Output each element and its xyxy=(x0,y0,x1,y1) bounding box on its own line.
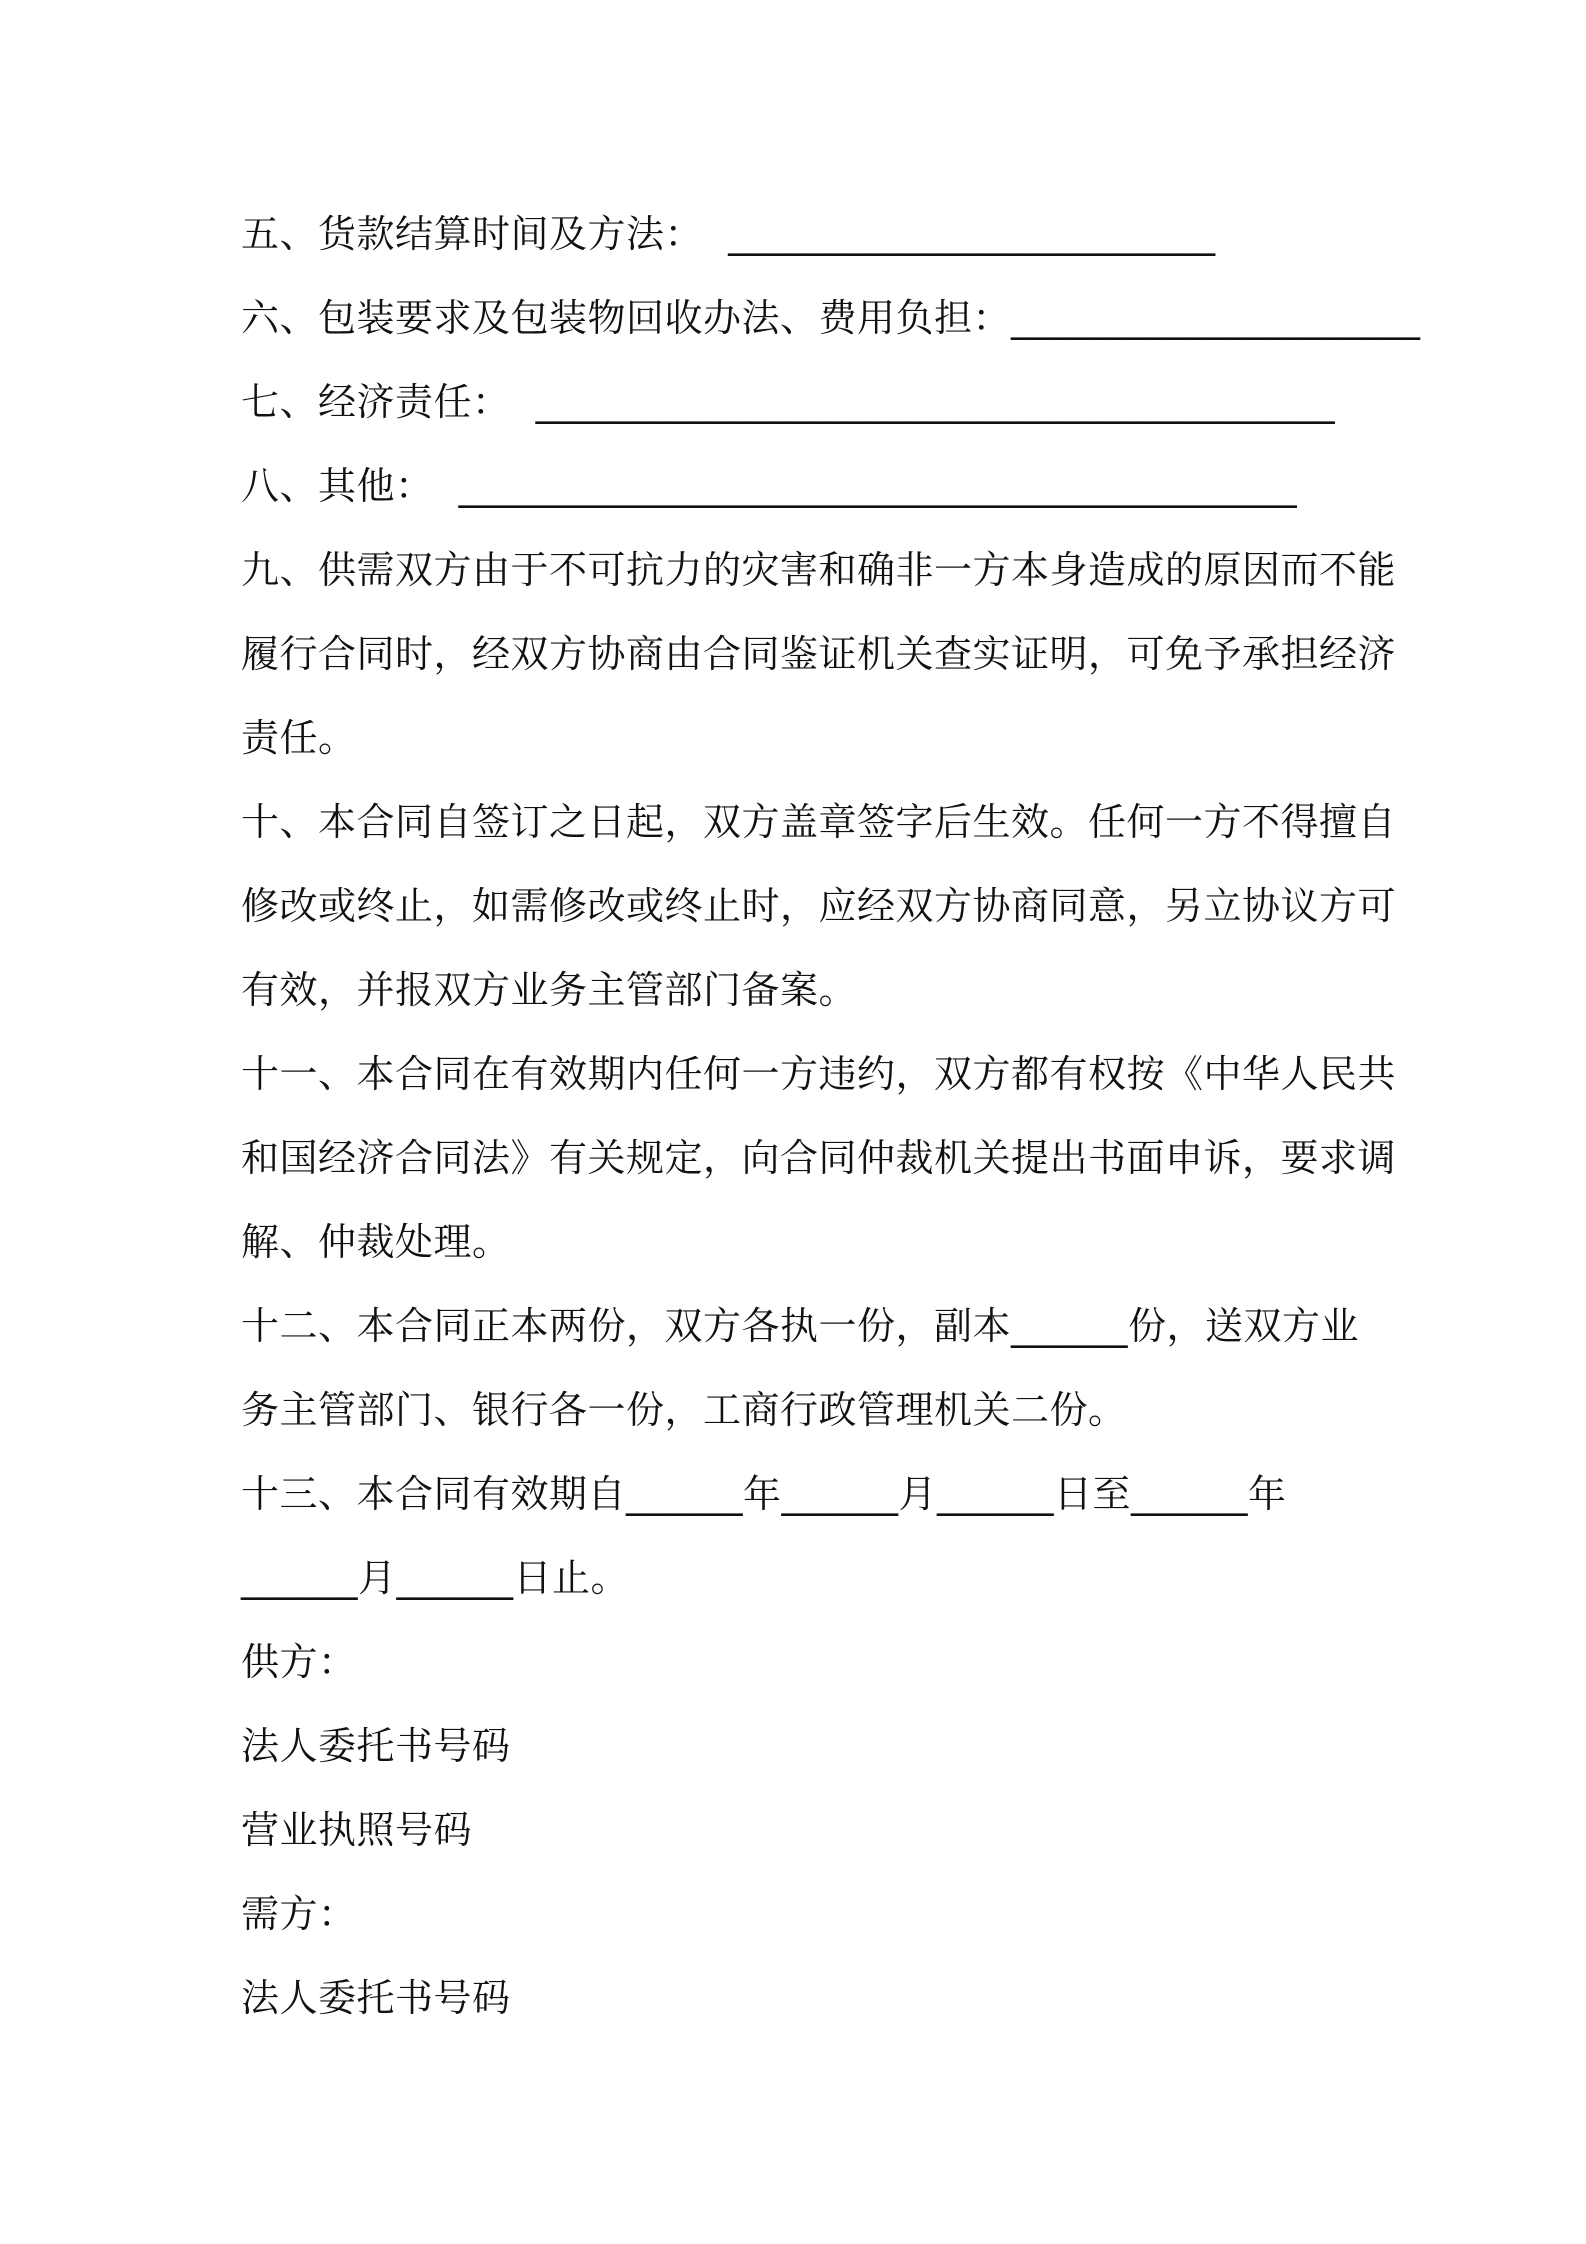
buyer-authorization-number: 法人委托书号码 xyxy=(241,1976,511,2020)
buyer-label: 需方： xyxy=(241,1892,357,1936)
clause-10-line-1: 十、本合同自签订之日起，双方盖章签字后生效。任何一方不得擅自 xyxy=(241,800,1397,844)
clause-5-payment-settlement: 五、货款结算时间及方法： _________________________ xyxy=(241,212,1216,256)
supplier-business-license-number: 营业执照号码 xyxy=(241,1808,473,1852)
supplier-authorization-number: 法人委托书号码 xyxy=(241,1724,511,1768)
clause-7-economic-liability: 七、经济责任： _________________________________________ xyxy=(241,380,1336,424)
clause-12-line-1: 十二、本合同正本两份，双方各执一份，副本______份，送双方业 xyxy=(241,1304,1360,1348)
clause-10-line-3: 有效，并报双方业务主管部门备案。 xyxy=(241,968,858,1012)
clause-6-packaging: 六、包装要求及包装物回收办法、费用负担：_____________________ xyxy=(241,296,1421,340)
clause-11-line-2: 和国经济合同法》有关规定，向合同仲裁机关提出书面申诉，要求调 xyxy=(241,1136,1397,1180)
clause-8-other: 八、其他： ___________________________________________ xyxy=(241,464,1298,508)
clause-9-line-2: 履行合同时，经双方协商由合同鉴证机关查实证明，可免予承担经济 xyxy=(241,632,1397,676)
clause-9-line-3: 责任。 xyxy=(241,716,357,760)
clause-11-line-3: 解、仲裁处理。 xyxy=(241,1220,511,1264)
clause-9-line-1: 九、供需双方由于不可抗力的灾害和确非一方本身造成的原因而不能 xyxy=(241,548,1397,592)
clause-13-line-2: ______月______日止。 xyxy=(241,1556,630,1600)
supplier-label: 供方： xyxy=(241,1640,357,1684)
clause-11-line-1: 十一、本合同在有效期内任何一方违约，双方都有权按《中华人民共 xyxy=(241,1052,1397,1096)
clause-13-line-1: 十三、本合同有效期自______年______月______日至______年 xyxy=(241,1472,1287,1516)
clause-12-line-2: 务主管部门、银行各一份，工商行政管理机关二份。 xyxy=(241,1388,1127,1432)
clause-10-line-2: 修改或终止，如需修改或终止时，应经双方协商同意，另立协议方可 xyxy=(241,884,1397,928)
